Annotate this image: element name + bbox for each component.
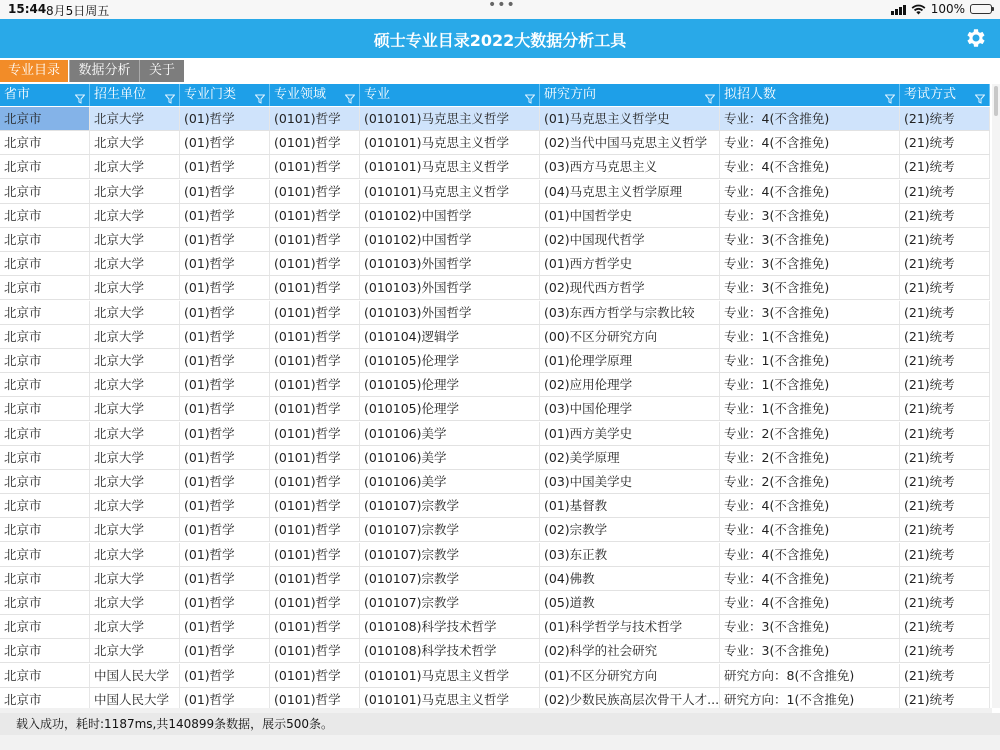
table-cell[interactable]: (01)哲学 — [180, 276, 270, 299]
table-row[interactable] — [0, 518, 990, 542]
table-cell[interactable]: (21)统考 — [900, 591, 990, 614]
table-cell[interactable]: (21)统考 — [900, 397, 990, 420]
table-cell[interactable]: 专业：3(不含推免) — [720, 301, 900, 324]
table-cell[interactable]: (04)佛教 — [540, 567, 720, 590]
table-cell[interactable]: 北京市 — [0, 107, 90, 130]
column-header-label: 省市 — [4, 87, 31, 102]
table-cell[interactable]: (0101)哲学 — [270, 664, 360, 687]
table-row[interactable] — [0, 591, 990, 615]
table-cell[interactable]: (01)哲学 — [180, 155, 270, 178]
cellular-signal-icon — [891, 4, 906, 15]
table-cell[interactable]: (01)哲学 — [180, 325, 270, 348]
table-cell[interactable]: (010101)马克思主义哲学 — [360, 664, 540, 687]
table-cell[interactable]: (02)现代西方哲学 — [540, 276, 720, 299]
table-cell[interactable]: 北京市 — [0, 664, 90, 687]
table-cell[interactable]: (01)哲学 — [180, 397, 270, 420]
table-cell[interactable]: (010105)伦理学 — [360, 349, 540, 372]
table-cell[interactable]: (01)不区分研究方向 — [540, 664, 720, 687]
table-row[interactable] — [0, 276, 990, 300]
table-row[interactable] — [0, 397, 990, 421]
column-header-label: 专业门类 — [184, 87, 237, 102]
table-cell[interactable]: 北京市 — [0, 131, 90, 154]
table-cell[interactable]: (010106)美学 — [360, 470, 540, 493]
table-cell[interactable]: (01)西方哲学史 — [540, 252, 720, 275]
table-cell[interactable]: 北京市 — [0, 325, 90, 348]
table-cell[interactable]: (0101)哲学 — [270, 107, 360, 130]
table-cell[interactable]: (01)哲学 — [180, 373, 270, 396]
table-cell[interactable]: 北京市 — [0, 301, 90, 324]
table-cell[interactable]: (010106)美学 — [360, 422, 540, 445]
table-cell[interactable]: (01)西方美学史 — [540, 422, 720, 445]
table-cell[interactable]: 北京市 — [0, 494, 90, 517]
table-cell[interactable]: 专业：4(不含推免) — [720, 180, 900, 203]
table-cell[interactable]: (010101)马克思主义哲学 — [360, 107, 540, 130]
table-cell[interactable]: 北京大学 — [90, 470, 180, 493]
table-cell[interactable]: (02)应用伦理学 — [540, 373, 720, 396]
scrollbar-thumb[interactable] — [994, 86, 998, 116]
table-cell[interactable]: (01)哲学 — [180, 543, 270, 566]
table-cell[interactable]: (21)统考 — [900, 422, 990, 445]
table-cell[interactable]: (0101)哲学 — [270, 567, 360, 590]
table-cell[interactable]: 北京大学 — [90, 325, 180, 348]
table-cell[interactable]: (01)哲学 — [180, 688, 270, 708]
table-cell[interactable]: 专业：3(不含推免) — [720, 228, 900, 251]
table-cell[interactable]: (01)哲学 — [180, 349, 270, 372]
column-header[interactable] — [90, 84, 180, 106]
table-cell[interactable]: (0101)哲学 — [270, 301, 360, 324]
table-cell[interactable]: 北京市 — [0, 446, 90, 469]
table-cell[interactable]: 北京市 — [0, 397, 90, 420]
table-cell[interactable]: 专业：4(不含推免) — [720, 131, 900, 154]
table-cell[interactable]: (01)哲学 — [180, 567, 270, 590]
table-row[interactable] — [0, 446, 990, 470]
table-cell[interactable]: 北京大学 — [90, 228, 180, 251]
table-cell[interactable]: (21)统考 — [900, 688, 990, 708]
table-row[interactable] — [0, 615, 990, 639]
table-cell[interactable]: (0101)哲学 — [270, 591, 360, 614]
table-cell[interactable]: 北京大学 — [90, 567, 180, 590]
table-cell[interactable]: (0101)哲学 — [270, 688, 360, 708]
table-cell[interactable]: (21)统考 — [900, 180, 990, 203]
table-cell[interactable]: 专业：4(不含推免) — [720, 155, 900, 178]
column-header[interactable] — [0, 84, 90, 106]
table-cell[interactable]: (05)道教 — [540, 591, 720, 614]
table-cell[interactable]: (01)哲学 — [180, 591, 270, 614]
column-header[interactable] — [270, 84, 360, 106]
table-cell[interactable]: (010103)外国哲学 — [360, 301, 540, 324]
table-cell[interactable]: (21)统考 — [900, 446, 990, 469]
table-cell[interactable]: 北京大学 — [90, 591, 180, 614]
table-cell[interactable]: (21)统考 — [900, 639, 990, 662]
table-cell[interactable]: (01)基督教 — [540, 494, 720, 517]
table-cell[interactable]: 北京市 — [0, 180, 90, 203]
table-row[interactable] — [0, 639, 990, 663]
table-cell[interactable]: (02)中国现代哲学 — [540, 228, 720, 251]
table-cell[interactable]: (21)统考 — [900, 301, 990, 324]
table-cell[interactable]: (21)统考 — [900, 325, 990, 348]
filter-icon[interactable] — [885, 90, 895, 100]
settings-gear-icon[interactable] — [964, 26, 988, 50]
table-cell[interactable]: (010101)马克思主义哲学 — [360, 688, 540, 708]
table-cell[interactable]: (21)统考 — [900, 252, 990, 275]
table-cell[interactable]: 北京市 — [0, 639, 90, 662]
table-cell[interactable]: (01)马克思主义哲学史 — [540, 107, 720, 130]
table-cell[interactable]: 北京大学 — [90, 301, 180, 324]
table-cell[interactable]: 北京市 — [0, 204, 90, 227]
table-cell[interactable]: 专业：3(不含推免) — [720, 615, 900, 638]
table-cell[interactable]: (0101)哲学 — [270, 180, 360, 203]
bottom-bar — [0, 735, 1000, 750]
table-cell[interactable]: (02)宗教学 — [540, 518, 720, 541]
table-cell[interactable]: 中国人民大学 — [90, 664, 180, 687]
table-cell[interactable]: 北京大学 — [90, 107, 180, 130]
column-header[interactable] — [360, 84, 540, 106]
table-cell[interactable]: 专业：2(不含推免) — [720, 470, 900, 493]
table-cell[interactable]: 专业：1(不含推免) — [720, 349, 900, 372]
table-cell[interactable]: (21)统考 — [900, 204, 990, 227]
table-cell[interactable]: 专业：4(不含推免) — [720, 494, 900, 517]
table-cell[interactable]: 北京市 — [0, 567, 90, 590]
table-row[interactable] — [0, 470, 990, 494]
table-cell[interactable]: (01)哲学 — [180, 664, 270, 687]
table-cell[interactable]: (0101)哲学 — [270, 494, 360, 517]
table-cell[interactable]: (21)统考 — [900, 349, 990, 372]
table-row[interactable] — [0, 567, 990, 591]
table-cell[interactable]: (21)统考 — [900, 543, 990, 566]
table-cell[interactable]: (010103)外国哲学 — [360, 276, 540, 299]
table-cell[interactable]: (0101)哲学 — [270, 639, 360, 662]
table-cell[interactable]: 专业：3(不含推免) — [720, 276, 900, 299]
table-cell[interactable]: (010107)宗教学 — [360, 494, 540, 517]
table-cell[interactable]: (21)统考 — [900, 518, 990, 541]
tab-data-analysis[interactable]: 数据分析 — [69, 60, 139, 82]
table-cell[interactable]: (21)统考 — [900, 276, 990, 299]
table-cell[interactable]: 北京市 — [0, 155, 90, 178]
filter-icon[interactable] — [975, 90, 985, 100]
table-cell[interactable]: (010108)科学技术哲学 — [360, 615, 540, 638]
table-cell[interactable]: 北京大学 — [90, 543, 180, 566]
table-cell[interactable]: 北京市 — [0, 470, 90, 493]
battery-icon — [970, 4, 992, 14]
table-cell[interactable]: (21)统考 — [900, 470, 990, 493]
battery-percentage: 100% — [930, 2, 965, 16]
table-row[interactable] — [0, 131, 990, 155]
table-cell[interactable]: (0101)哲学 — [270, 543, 360, 566]
table-cell[interactable]: (010102)中国哲学 — [360, 204, 540, 227]
table-row[interactable] — [0, 494, 990, 518]
table-cell[interactable]: 专业：1(不含推免) — [720, 373, 900, 396]
table-cell[interactable]: (21)统考 — [900, 664, 990, 687]
clock: 15:44 — [8, 2, 47, 16]
table-cell[interactable]: (010101)马克思主义哲学 — [360, 180, 540, 203]
multitask-dots-icon[interactable]: ••• — [488, 0, 516, 13]
table-cell[interactable]: (03)西方马克思主义 — [540, 155, 720, 178]
column-header[interactable] — [180, 84, 270, 106]
table-row[interactable] — [0, 664, 990, 688]
table-cell[interactable]: (010107)宗教学 — [360, 567, 540, 590]
table-cell[interactable]: 北京市 — [0, 276, 90, 299]
table-cell[interactable]: (21)统考 — [900, 373, 990, 396]
load-status-message: 载入成功，耗时:1187ms,共140899条数据，展示500条。 — [0, 713, 1000, 735]
table-cell[interactable]: (0101)哲学 — [270, 397, 360, 420]
filter-icon[interactable] — [345, 90, 355, 100]
table-cell[interactable]: (01)中国哲学史 — [540, 204, 720, 227]
table-cell[interactable]: 北京大学 — [90, 494, 180, 517]
table-cell[interactable]: 研究方向：1(不含推免) — [720, 688, 900, 708]
table-row[interactable] — [0, 325, 990, 349]
table-cell[interactable]: (01)哲学 — [180, 228, 270, 251]
table-cell[interactable]: (0101)哲学 — [270, 615, 360, 638]
table-cell[interactable]: 北京大学 — [90, 397, 180, 420]
table-cell[interactable]: (02)少数民族高层次骨干人才... — [540, 688, 720, 708]
column-header[interactable] — [900, 84, 990, 106]
table-cell[interactable]: 北京大学 — [90, 204, 180, 227]
status-indicators — [891, 2, 992, 16]
table-cell[interactable]: (01)哲学 — [180, 252, 270, 275]
table-cell[interactable]: 专业：4(不含推免) — [720, 591, 900, 614]
table-cell[interactable]: 专业：2(不含推免) — [720, 446, 900, 469]
table-cell[interactable]: (21)统考 — [900, 131, 990, 154]
table-cell[interactable]: 北京大学 — [90, 615, 180, 638]
table-cell[interactable]: (0101)哲学 — [270, 252, 360, 275]
table-cell[interactable]: (010105)伦理学 — [360, 373, 540, 396]
table-cell[interactable]: 北京市 — [0, 228, 90, 251]
table-cell[interactable]: (02)美学原理 — [540, 446, 720, 469]
table-row[interactable] — [0, 543, 990, 567]
table-cell[interactable]: (0101)哲学 — [270, 470, 360, 493]
filter-icon[interactable] — [525, 90, 535, 100]
table-cell[interactable]: 北京大学 — [90, 518, 180, 541]
column-header-label: 研究方向 — [544, 87, 597, 102]
table-cell[interactable]: (01)科学哲学与技术哲学 — [540, 615, 720, 638]
table-cell[interactable]: (010103)外国哲学 — [360, 252, 540, 275]
table-cell[interactable]: (03)东西方哲学与宗教比较 — [540, 301, 720, 324]
column-header[interactable] — [540, 84, 720, 106]
tab-about[interactable]: 关于 — [139, 60, 184, 82]
vertical-scrollbar[interactable] — [992, 84, 1000, 708]
table-cell[interactable]: 中国人民大学 — [90, 688, 180, 708]
table-row[interactable] — [0, 422, 990, 446]
table-cell[interactable]: (01)哲学 — [180, 639, 270, 662]
table-cell[interactable]: 北京大学 — [90, 446, 180, 469]
table-cell[interactable]: (010106)美学 — [360, 446, 540, 469]
table-cell[interactable]: 北京大学 — [90, 276, 180, 299]
table-cell[interactable]: (0101)哲学 — [270, 446, 360, 469]
column-header-label: 专业领域 — [274, 87, 327, 102]
table-cell[interactable]: (010107)宗教学 — [360, 591, 540, 614]
tab-major-catalog[interactable]: 专业目录 — [0, 60, 68, 82]
table-cell[interactable]: (02)科学的社会研究 — [540, 639, 720, 662]
table-row[interactable] — [0, 301, 990, 325]
table-row[interactable] — [0, 228, 990, 252]
table-cell[interactable]: (01)哲学 — [180, 204, 270, 227]
table-cell[interactable]: 北京大学 — [90, 252, 180, 275]
table-cell[interactable]: (01)哲学 — [180, 615, 270, 638]
table-cell[interactable]: 专业：4(不含推免) — [720, 107, 900, 130]
filter-icon[interactable] — [705, 90, 715, 100]
table-cell[interactable]: (21)统考 — [900, 567, 990, 590]
table-row[interactable] — [0, 107, 990, 131]
table-cell[interactable]: 专业：4(不含推免) — [720, 518, 900, 541]
table-cell[interactable]: (04)马克思主义哲学原理 — [540, 180, 720, 203]
table-cell[interactable]: (03)中国美学史 — [540, 470, 720, 493]
table-cell[interactable]: (0101)哲学 — [270, 204, 360, 227]
wifi-icon — [911, 4, 926, 15]
table-cell[interactable]: 北京大学 — [90, 422, 180, 445]
table-cell[interactable]: (010102)中国哲学 — [360, 228, 540, 251]
table-cell[interactable]: 北京市 — [0, 373, 90, 396]
table-row[interactable] — [0, 204, 990, 228]
table-cell[interactable]: 北京大学 — [90, 373, 180, 396]
table-cell[interactable]: (03)东正教 — [540, 543, 720, 566]
column-header[interactable] — [720, 84, 900, 106]
table-cell[interactable]: (21)统考 — [900, 228, 990, 251]
table-cell[interactable]: (03)中国伦理学 — [540, 397, 720, 420]
table-row[interactable] — [0, 180, 990, 204]
table-cell[interactable]: 专业：2(不含推免) — [720, 422, 900, 445]
table-cell[interactable]: (01)伦理学原理 — [540, 349, 720, 372]
table-cell[interactable]: (21)统考 — [900, 155, 990, 178]
table-cell[interactable]: (010101)马克思主义哲学 — [360, 155, 540, 178]
column-header-label: 专业 — [364, 87, 391, 102]
table-cell[interactable]: (010104)逻辑学 — [360, 325, 540, 348]
table-cell[interactable]: 专业：3(不含推免) — [720, 204, 900, 227]
tab-bar — [0, 60, 1000, 83]
table-cell[interactable]: (01)哲学 — [180, 180, 270, 203]
table-cell[interactable]: 北京市 — [0, 518, 90, 541]
table-cell[interactable]: 专业：1(不含推免) — [720, 397, 900, 420]
app-title: 硕士专业目录2022大数据分析工具 — [373, 31, 627, 50]
table-cell[interactable]: (0101)哲学 — [270, 422, 360, 445]
table-cell[interactable]: (01)哲学 — [180, 446, 270, 469]
system-status-bar — [0, 0, 1000, 19]
column-header-label: 考试方式 — [904, 87, 957, 102]
table-cell[interactable]: 专业：3(不含推免) — [720, 252, 900, 275]
filter-icon[interactable] — [75, 90, 85, 100]
table-cell[interactable]: 专业：1(不含推免) — [720, 325, 900, 348]
table-cell[interactable]: 北京市 — [0, 252, 90, 275]
table-cell[interactable]: (0101)哲学 — [270, 325, 360, 348]
table-cell[interactable]: 北京市 — [0, 543, 90, 566]
table-row[interactable] — [0, 155, 990, 179]
column-header-label: 拟招人数 — [724, 87, 777, 102]
table-cell[interactable]: (0101)哲学 — [270, 131, 360, 154]
table-row[interactable] — [0, 688, 990, 708]
table-cell[interactable]: 研究方向：8(不含推免) — [720, 664, 900, 687]
table-cell[interactable]: (0101)哲学 — [270, 518, 360, 541]
table-cell[interactable]: (00)不区分研究方向 — [540, 325, 720, 348]
table-row[interactable] — [0, 349, 990, 373]
grid-header — [0, 84, 990, 106]
data-grid[interactable] — [0, 84, 992, 708]
table-cell[interactable]: (01)哲学 — [180, 494, 270, 517]
table-cell[interactable]: (010101)马克思主义哲学 — [360, 131, 540, 154]
table-cell[interactable]: (02)当代中国马克思主义哲学 — [540, 131, 720, 154]
table-cell[interactable]: (21)统考 — [900, 615, 990, 638]
date: 8月5日周五 — [46, 4, 110, 18]
table-cell[interactable]: (21)统考 — [900, 494, 990, 517]
table-cell[interactable]: (21)统考 — [900, 107, 990, 130]
table-cell[interactable]: 专业：3(不含推免) — [720, 639, 900, 662]
column-header-label: 招生单位 — [94, 87, 147, 102]
table-cell[interactable]: (010107)宗教学 — [360, 543, 540, 566]
app-title-bar — [0, 19, 1000, 58]
table-row[interactable] — [0, 373, 990, 397]
table-cell[interactable]: (0101)哲学 — [270, 349, 360, 372]
table-cell[interactable]: 北京市 — [0, 349, 90, 372]
table-cell[interactable]: 北京大学 — [90, 349, 180, 372]
table-cell[interactable]: 北京大学 — [90, 639, 180, 662]
table-cell[interactable]: 北京大学 — [90, 155, 180, 178]
table-cell[interactable]: (01)哲学 — [180, 422, 270, 445]
table-cell[interactable]: 北京大学 — [90, 131, 180, 154]
table-cell[interactable]: (010105)伦理学 — [360, 397, 540, 420]
table-cell[interactable]: 北京市 — [0, 688, 90, 708]
table-cell[interactable]: (0101)哲学 — [270, 155, 360, 178]
table-cell[interactable]: 北京市 — [0, 591, 90, 614]
table-row[interactable] — [0, 252, 990, 276]
table-cell[interactable]: 北京市 — [0, 615, 90, 638]
table-cell[interactable]: (01)哲学 — [180, 470, 270, 493]
table-cell[interactable]: (010108)科学技术哲学 — [360, 639, 540, 662]
table-cell[interactable]: (0101)哲学 — [270, 373, 360, 396]
table-cell[interactable]: 北京大学 — [90, 180, 180, 203]
table-cell[interactable]: 北京市 — [0, 422, 90, 445]
table-cell[interactable]: (01)哲学 — [180, 131, 270, 154]
table-cell[interactable]: (01)哲学 — [180, 518, 270, 541]
filter-icon[interactable] — [255, 90, 265, 100]
table-cell[interactable]: (0101)哲学 — [270, 276, 360, 299]
table-cell[interactable]: 专业：4(不含推免) — [720, 543, 900, 566]
table-cell[interactable]: (01)哲学 — [180, 301, 270, 324]
table-cell[interactable]: (01)哲学 — [180, 107, 270, 130]
table-cell[interactable]: (010107)宗教学 — [360, 518, 540, 541]
table-cell[interactable]: 专业：4(不含推免) — [720, 567, 900, 590]
filter-icon[interactable] — [165, 90, 175, 100]
table-cell[interactable]: (0101)哲学 — [270, 228, 360, 251]
